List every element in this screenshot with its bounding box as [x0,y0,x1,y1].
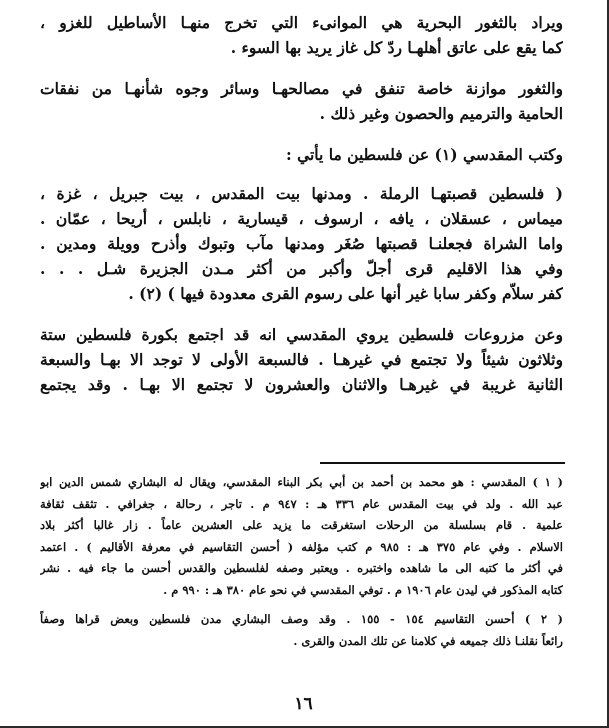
footnote-2 [40,609,563,652]
footnote-line: رائعاً نقلنـا ذلك جميعه في كلامنا عن تلك المدن والقرى . [293,633,563,648]
text-line: وكتب المقدسي (١) عن فلسطين ما يأتي : [285,145,563,164]
footnote-divider [320,462,565,464]
page-number: ١٦ [294,694,313,714]
footnotes [40,472,563,652]
text-line: ويراد بالثغور البحرية هي الموانىء التي تخرج منهـا الأساطيل للغزو ، [40,13,563,32]
footnote-line: علمية . قام بسلسلة من الرحلات استغرقت ما يزيد على العشرين عاماً . زار غالبا أكثر بلاد [40,518,563,532]
text-line: الحامية والترميم والحصون وغير ذلك . [319,104,563,123]
footnote-gap [40,601,563,609]
footnote-line: ( ٢ ) أحسن التقاسيم ١٥٤ - ١٥٥ . وقد وصف البشاري مدن فلسطين وبعض قراها وصفاً [40,612,563,626]
text-line: وعن مزروعات فلسطين يروي المقدسي انه قد اجتمع بكورة فلسطين ستة [40,325,563,344]
text-line: واما الشراة فجعلنـا قصبتها صُغَر ومدنها مآب وتبوك وأذرح وويلة ومدين . [40,234,563,253]
footnote-1 [40,472,563,601]
text-line: الثانية غريبة في غيرهـا والاثنان والعشرون لا تجتمع الا بهـا . وقد يجتمع [40,375,563,394]
paragraph-ports [40,10,563,60]
footnote-line: عبد الله . ولد في بيت المقدس عام ٣٣٦ هـ : ٩٤٧ م . تاجر ، رحالة ، جغرافي . تثقف ثقافة [40,496,563,511]
text-line: وفي هذا الاقليم قرى أجلّ وأكبر من أكثر مـدن الجزيرة شـل . . . [40,259,563,278]
paragraph-budget [40,76,563,126]
text-line: كما يقع على عاتق أهلهـا ردّ كل غاز يريد بها السوء . [230,38,563,57]
footnote-line: كتابه المذكور في ليدن عام ١٩٠٦ م . توفي المقدسي في نحو عام ٣٨٠ هـ : ٩٩٠ م . [163,582,563,597]
footnote-line: الاسلام . وفي عام ٣٧٥ هـ : ٩٨٥ م كتب مؤلفه ( أحسن التقاسيم في معرفة الأقاليم ) . اعتمد [40,539,563,554]
text-line: وثلاثون شيئاً ولا تجتمع في غيرهـا . فالسبعة الأولى لا توجد الا بهـا والسبعة [40,350,563,369]
text-line: ميماس ، عسقلان ، يافه ، ارسوف ، قيسارية ، نابلس ، أريحا ، عمّان . [40,209,563,228]
paragraph-intro-quote [40,142,563,167]
text-line: والثغور موازنة خاصة تنفق في مصالحهـا وسائر وجوه شأنهـا من نفقات [40,79,563,98]
text-line: ( فلسطين قصبتهـا الرملة . ومدنها بيت المقدس ، بيت جبريل ، غزة ، [40,184,563,203]
paragraph-crops [40,322,563,397]
footnote-line: ( ١ ) المقدسي : هو محمد بن أحمد بن أبي بكر البناء المقدسي، ويقال له البشاري شمس الدين ابو [40,475,563,489]
main-text [40,10,563,411]
paragraph-quote [40,181,563,306]
text-line: كفر سلاّم وكفر سابا غير أنها على رسوم القرى معدودة فيها ) (٢) . [128,284,563,303]
footnote-line: في أكثر ما كتبه الى ما شاهده واختبره . ويعتبر وصفه لفلسطين والقدس أحسن ما جاء فيه . نشر [40,561,563,575]
